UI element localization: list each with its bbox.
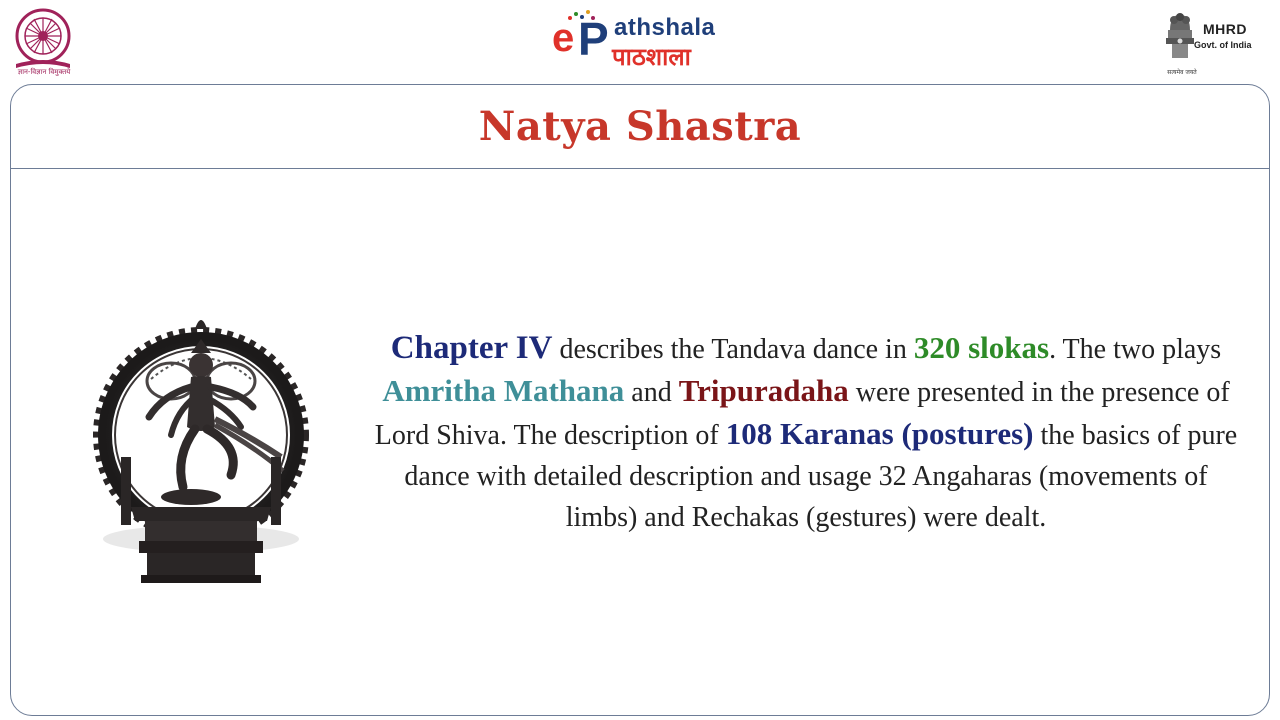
- body-text-segment: and: [624, 377, 679, 408]
- nataraja-statue-image: [91, 307, 311, 597]
- national-emblem-icon: [1160, 8, 1200, 68]
- mhrd-subtitle: Govt. of India: [1194, 40, 1252, 50]
- epathshala-logo: [552, 6, 752, 72]
- play-amritha-mathana: Amritha Mathana: [382, 373, 625, 408]
- mhrd-motto: सत्यमेव जयते: [1167, 69, 1197, 76]
- play-tripuradaha: Tripuradaha: [678, 373, 849, 408]
- slide-title: Natya Shastra: [478, 103, 802, 150]
- body-text-segment: were presented in the presence of Lord Shiva. The description of: [374, 377, 1230, 451]
- logo-letter-e: e: [552, 16, 575, 60]
- ugc-motto: ज्ञान-विज्ञान विमुक्तये: [17, 68, 71, 76]
- slide-frame: [10, 84, 1270, 716]
- logo-letter-p: P: [578, 13, 609, 65]
- logo-text-english: athshala: [614, 14, 716, 41]
- mhrd-title: MHRD: [1203, 21, 1247, 37]
- title-band: [11, 85, 1269, 169]
- body-text-segment: describes the Tandava dance in: [552, 334, 914, 365]
- karanas-highlight: 108 Karanas (postures): [725, 416, 1034, 451]
- body-text-segment: the basics of pure dance with detailed description and usage 32 Angaharas (movements of limbs) and Rechakas (gestures) were dealt.: [404, 420, 1238, 533]
- logo-text-hindi: पाठशाला: [612, 43, 691, 71]
- body-text-segment: . The two plays: [1049, 334, 1222, 365]
- slokas-highlight: 320 slokas: [913, 330, 1050, 365]
- chapter-highlight: Chapter IV: [390, 330, 553, 366]
- slide-body-paragraph: [371, 327, 1241, 538]
- header: [0, 0, 1280, 84]
